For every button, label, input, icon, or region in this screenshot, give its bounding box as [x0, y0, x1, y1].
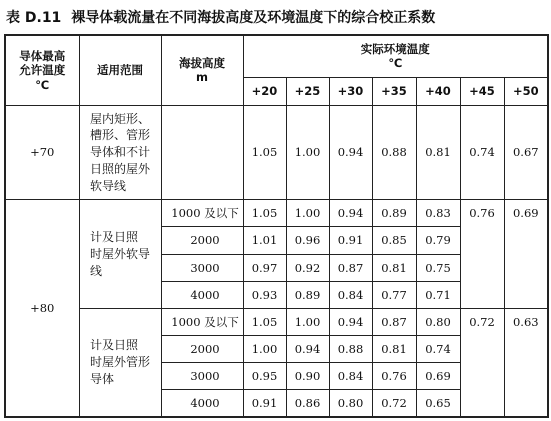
header-altitude-unit: m	[196, 70, 208, 85]
value-cell: 0.84	[329, 281, 372, 308]
value-cell: 0.79	[416, 227, 460, 254]
header-temp: +50	[504, 77, 548, 105]
value-cell: 0.89	[286, 281, 329, 308]
header-max-temp-line-2: 允许温度	[19, 63, 66, 78]
value-cell: 0.86	[286, 390, 329, 417]
value-cell: 0.87	[372, 308, 416, 335]
value-cell-merged: 0.72	[460, 308, 504, 417]
scope-line: 时屋外管形	[89, 355, 150, 370]
value-cell: 0.71	[416, 281, 460, 308]
scope-line: 线	[89, 263, 102, 278]
altitude-cell: 1000 及以下	[161, 200, 243, 227]
value-cell: 1.00	[286, 105, 329, 199]
scope-indoor	[79, 105, 161, 199]
value-cell: 0.97	[243, 254, 286, 281]
scope-line: 计及日照	[89, 338, 138, 353]
scope-soft-conductor	[79, 200, 161, 309]
value-cell: 0.77	[372, 281, 416, 308]
altitude-cell: 4000	[161, 390, 243, 417]
table-number: 表 D.11	[6, 10, 62, 26]
value-cell-merged: 0.69	[504, 200, 548, 309]
value-cell: 0.81	[416, 105, 460, 199]
header-temp: +25	[286, 77, 329, 105]
value-cell: 0.94	[329, 200, 372, 227]
value-cell: 0.74	[460, 105, 504, 199]
header-temp: +30	[329, 77, 372, 105]
correction-factor-table	[4, 34, 549, 418]
altitude-cell: 1000 及以下	[161, 308, 243, 335]
header-ambient	[243, 35, 548, 77]
header-altitude-label: 海拔高度	[179, 56, 225, 71]
scope-line: 软导线	[89, 178, 126, 193]
altitude-cell: 3000	[161, 254, 243, 281]
altitude-cell: 2000	[161, 227, 243, 254]
value-cell: 0.84	[329, 363, 372, 390]
value-cell: 0.96	[286, 227, 329, 254]
value-cell: 1.00	[286, 200, 329, 227]
value-cell: 0.65	[416, 390, 460, 417]
value-cell: 0.94	[329, 105, 372, 199]
header-max-temp-line-1: 导体最高	[19, 48, 66, 63]
scope-line: 槽形、管形	[89, 128, 150, 143]
value-cell: 0.94	[329, 308, 372, 335]
value-cell: 0.92	[286, 254, 329, 281]
value-cell: 0.94	[286, 336, 329, 363]
value-cell: 0.88	[329, 336, 372, 363]
value-cell: 1.01	[243, 227, 286, 254]
table-title: 裸导体载流量在不同海拔高度及环境温度下的综合校正系数	[71, 10, 436, 26]
value-cell: 1.00	[286, 308, 329, 335]
value-cell: 0.85	[372, 227, 416, 254]
scope-tubular-conductor	[79, 308, 161, 417]
value-cell: 0.76	[372, 363, 416, 390]
value-cell: 0.72	[372, 390, 416, 417]
value-cell-merged: 0.76	[460, 200, 504, 309]
scope-line: 日照的屋外	[89, 162, 150, 176]
max-temp-80: +80	[5, 200, 79, 417]
value-cell: 0.80	[416, 308, 460, 335]
value-cell: 1.05	[243, 200, 286, 227]
header-temp: +20	[243, 77, 286, 105]
value-cell: 0.80	[329, 390, 372, 417]
scope-line: 计及日照	[89, 229, 138, 244]
scope-line: 导体	[89, 371, 114, 386]
value-cell: 0.87	[329, 254, 372, 281]
value-cell: 0.93	[243, 281, 286, 308]
scope-line: 屋内矩形、	[89, 111, 150, 126]
max-temp-70: +70	[5, 105, 79, 199]
altitude-cell-empty	[161, 105, 243, 199]
value-cell: 0.67	[504, 105, 548, 199]
value-cell-merged: 0.63	[504, 308, 548, 417]
header-altitude	[161, 35, 243, 105]
value-cell: 0.91	[329, 227, 372, 254]
header-temp: +35	[372, 77, 416, 105]
value-cell: 0.74	[416, 336, 460, 363]
header-max-temp	[5, 35, 79, 105]
header-max-temp-unit: ℃	[35, 77, 50, 92]
header-temp: +40	[416, 77, 460, 105]
header-ambient-unit: ℃	[388, 56, 403, 71]
value-cell: 0.88	[372, 105, 416, 199]
value-cell: 1.00	[243, 336, 286, 363]
header-temp: +45	[460, 77, 504, 105]
value-cell: 0.81	[372, 254, 416, 281]
value-cell: 1.05	[243, 308, 286, 335]
value-cell: 1.05	[243, 105, 286, 199]
altitude-cell: 2000	[161, 336, 243, 363]
value-cell: 0.81	[372, 336, 416, 363]
scope-line: 导体和不计	[89, 145, 150, 160]
altitude-cell: 3000	[161, 363, 243, 390]
value-cell: 0.69	[416, 363, 460, 390]
value-cell: 0.91	[243, 390, 286, 417]
value-cell: 0.90	[286, 363, 329, 390]
value-cell: 0.89	[372, 200, 416, 227]
value-cell: 0.75	[416, 254, 460, 281]
value-cell: 0.83	[416, 200, 460, 227]
altitude-cell: 4000	[161, 281, 243, 308]
header-scope: 适用范围	[79, 35, 161, 105]
table-caption	[6, 6, 546, 30]
scope-line: 时屋外软导	[89, 246, 150, 261]
header-ambient-label: 实际环境温度	[360, 41, 430, 56]
value-cell: 0.95	[243, 363, 286, 390]
